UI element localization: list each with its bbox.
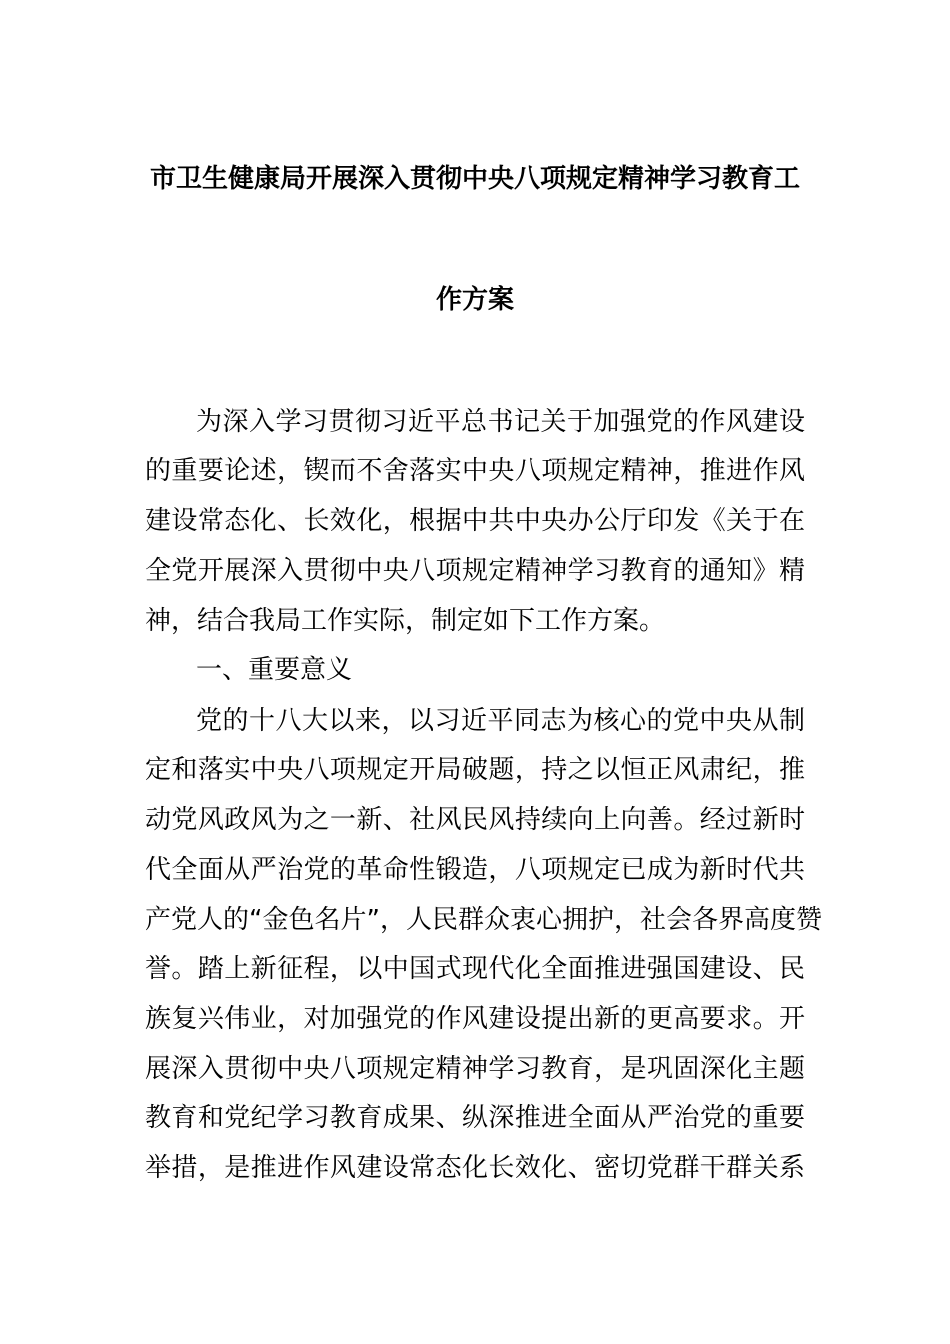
paragraph-2-line-5: 产党人的“金色名片”，人民群众衷心拥护，社会各界高度赞 [145, 905, 822, 935]
paragraph-1-line-4: 全党开展深入贯彻中央八项规定精神学习教育的通知》精 [145, 556, 805, 586]
paragraph-1-line-2: 的重要论述，锲而不舍落实中央八项规定精神，推进作风 [145, 456, 805, 486]
paragraph-1-line-1: 为深入学习贯彻习近平总书记关于加强党的作风建设 [196, 407, 805, 437]
paragraph-2-line-8: 展深入贯彻中央八项规定精神学习教育，是巩固深化主题 [145, 1054, 805, 1084]
section-1-heading: 一、重要意义 [196, 655, 353, 685]
document-title-line-1: 市卫生健康局开展深入贯彻中央八项规定精神学习教育工 [149, 164, 800, 194]
paragraph-2-line-4: 代全面从严治党的革命性锻造，八项规定已成为新时代共 [145, 855, 805, 885]
paragraph-2-line-7: 族复兴伟业，对加强党的作风建设提出新的更高要求。开 [145, 1004, 805, 1034]
paragraph-2-line-9: 教育和党纪学习教育成果、纵深推进全面从严治党的重要 [145, 1103, 805, 1133]
paragraph-2-line-2: 定和落实中央八项规定开局破题，持之以恒正风肃纪，推 [145, 755, 805, 785]
paragraph-2-line-10: 举措，是推进作风建设常态化长效化、密切党群干群关系 [145, 1153, 805, 1183]
paragraph-1-line-3: 建设常态化、长效化，根据中共中央办公厅印发《关于在 [145, 506, 805, 536]
paragraph-2-line-3: 动党风政风为之一新、社风民风持续向上向善。经过新时 [145, 805, 805, 835]
paragraph-2-line-6: 誉。踏上新征程，以中国式现代化全面推进强国建设、民 [145, 954, 805, 984]
paragraph-2-line-1: 党的十八大以来，以习近平同志为核心的党中央从制 [196, 706, 805, 736]
document-title-line-2: 作方案 [435, 285, 514, 315]
paragraph-1-line-5: 神，结合我局工作实际，制定如下工作方案。 [145, 606, 666, 636]
